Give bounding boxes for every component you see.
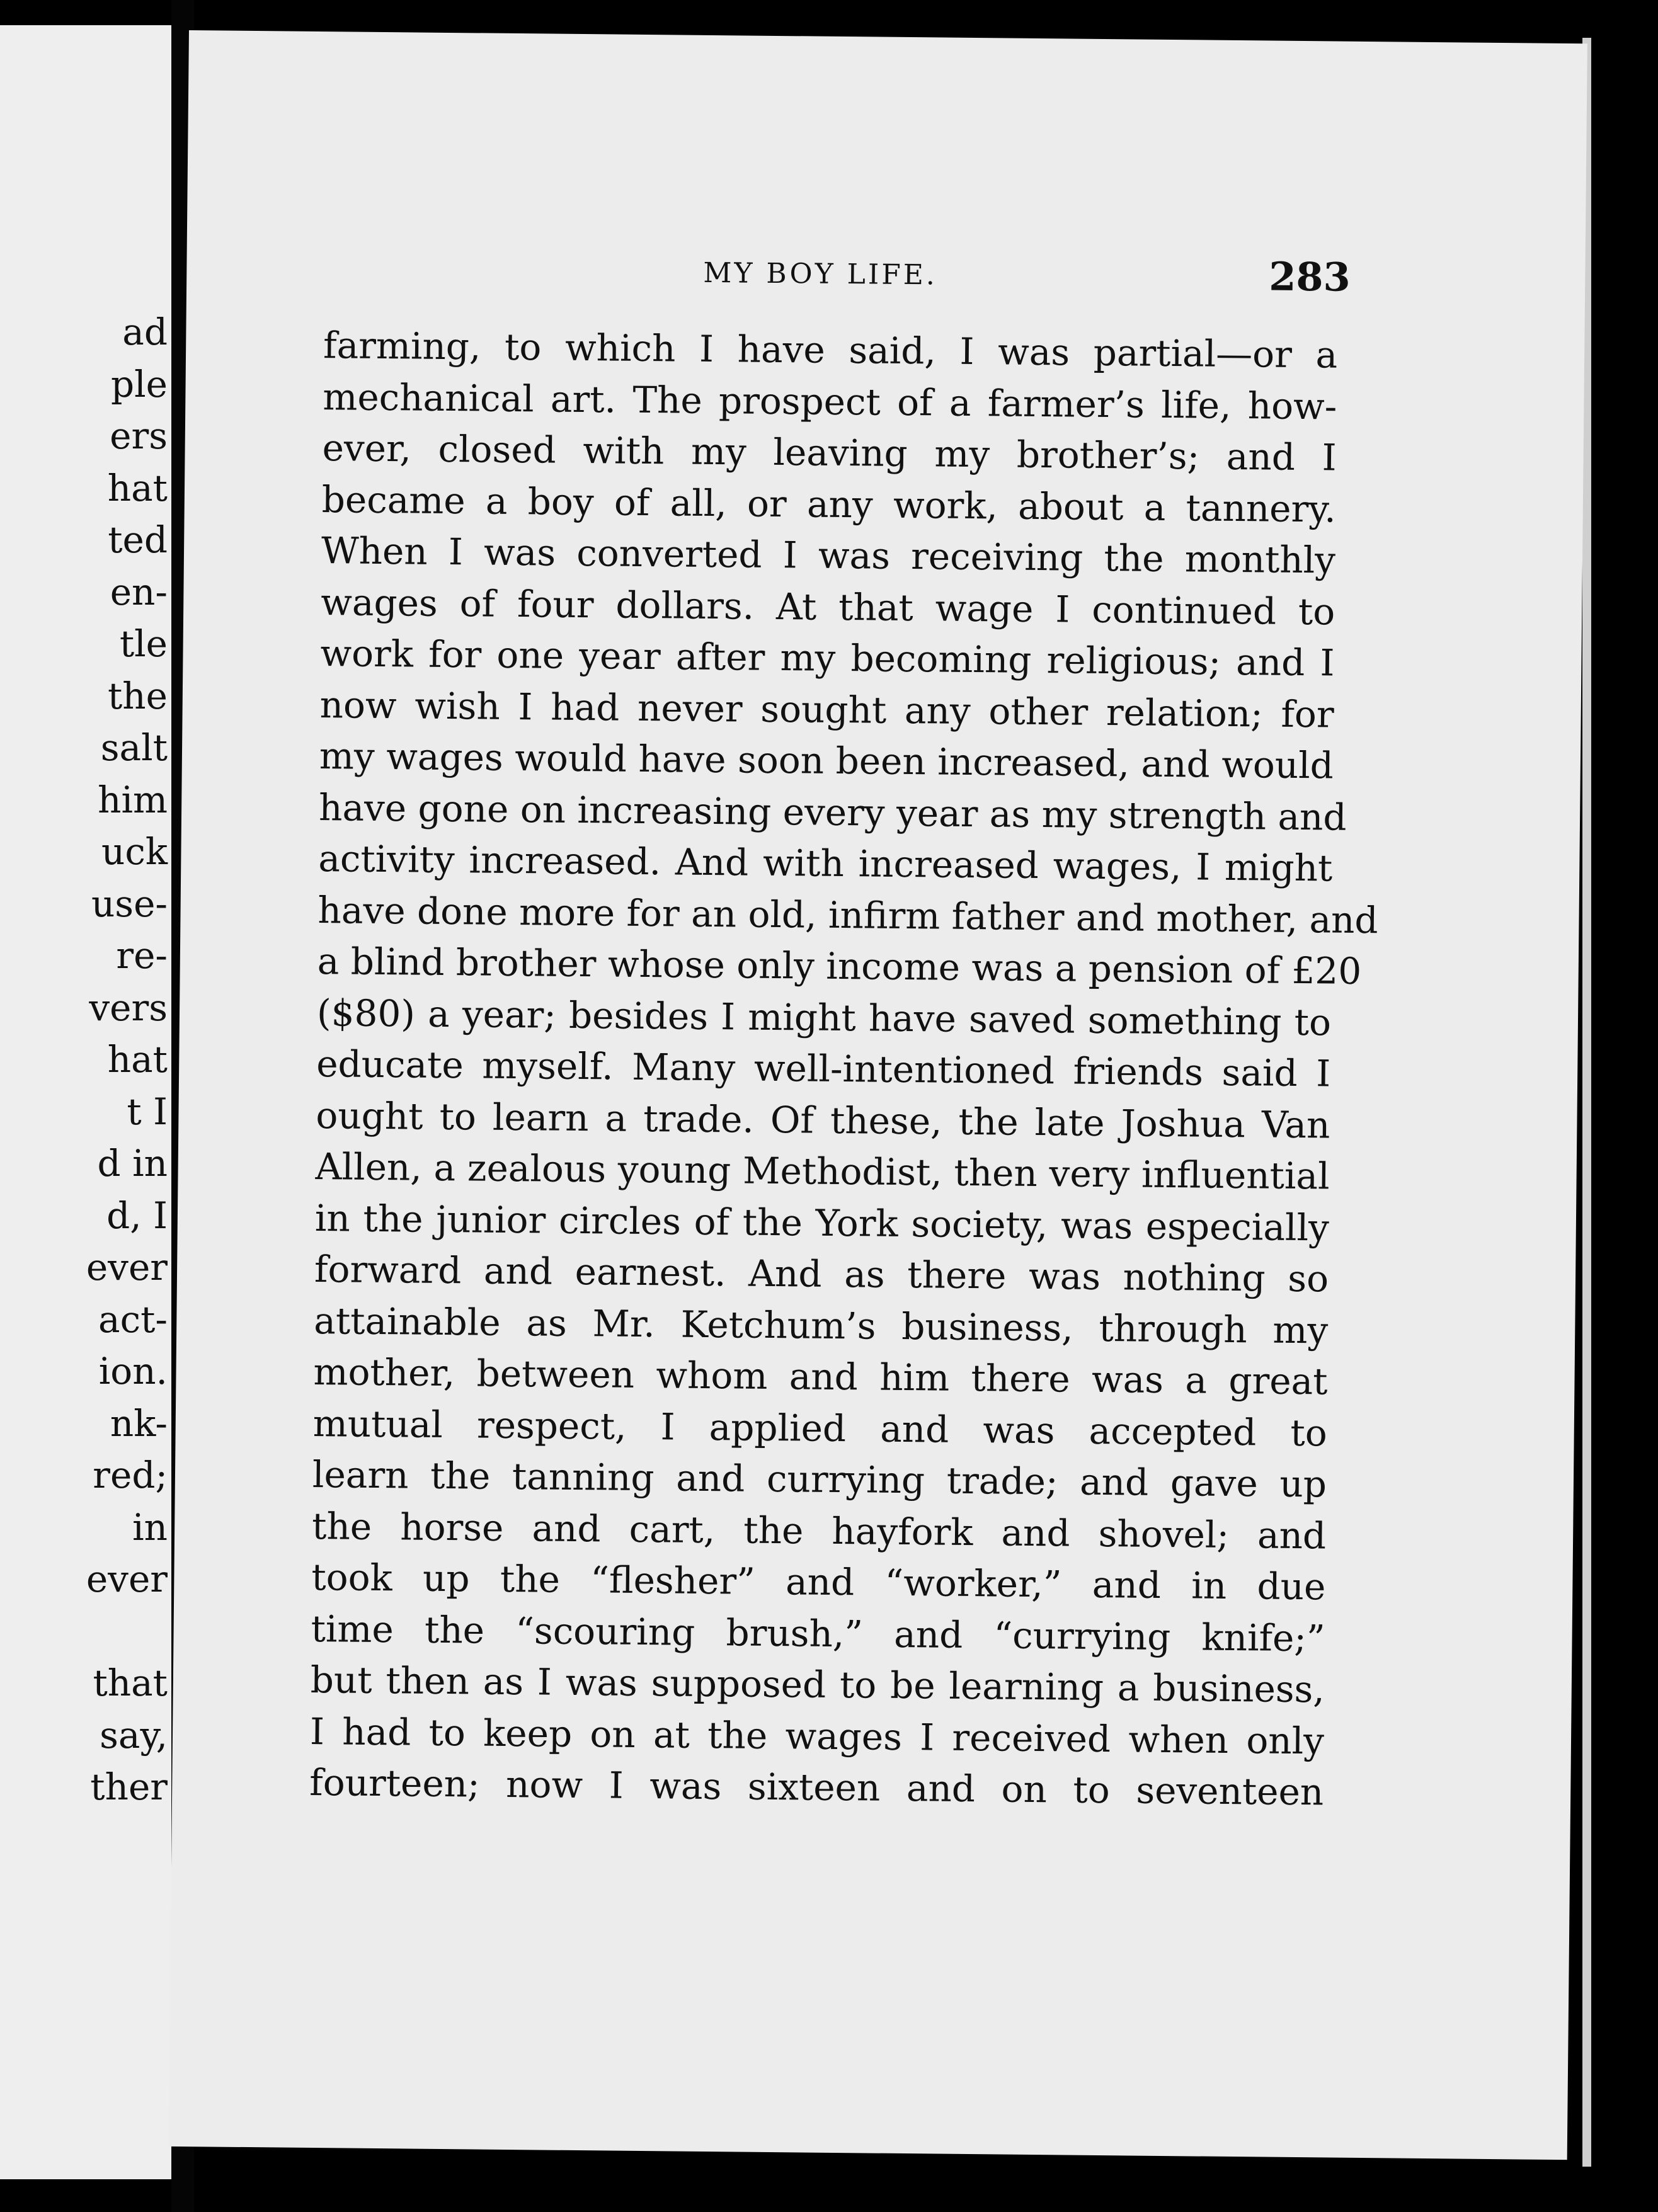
- text-line: now wish I had never sought any other relation; for: [319, 683, 1334, 736]
- left-page-text-fragment: uck: [101, 830, 168, 873]
- left-page-text-fragment: d, I: [106, 1194, 168, 1237]
- left-page-text-fragment: ever: [86, 1558, 168, 1600]
- text-line: but then as I was supposed to be learning a business,: [310, 1658, 1325, 1711]
- left-page-text-fragment: the: [108, 674, 168, 717]
- left-page-text-fragment: ad: [122, 311, 168, 353]
- text-line: took up the “flesher” and “worker,” and in due: [311, 1555, 1326, 1609]
- left-page-text-fragment: him: [98, 778, 168, 821]
- book-page: [169, 30, 1587, 2160]
- left-page-text-fragment: say,: [100, 1713, 168, 1757]
- text-line: learn the tanning and currying trade; and gave up: [312, 1452, 1327, 1506]
- text-line: activity increased. And with increased wages, I might: [318, 837, 1333, 890]
- left-page-text-fragment: in: [132, 1505, 168, 1549]
- left-page-text-fragment: tle: [119, 622, 168, 665]
- left-page-text-fragment: ever: [86, 1246, 168, 1289]
- text-line: mutual respect, I applied and was accepted to: [312, 1401, 1328, 1454]
- text-line: my wages would have soon been increased, and would: [319, 734, 1334, 787]
- text-line: wages of four dollars. At that wage I continued to: [320, 580, 1335, 634]
- text-line: fourteen; now I was sixteen and on to seventeen: [309, 1760, 1324, 1814]
- text-line: When I was converted I was receiving the monthly: [321, 529, 1336, 582]
- left-page-text-fragment: ther: [90, 1765, 168, 1808]
- left-page-text-fragment: hat: [107, 1038, 168, 1081]
- text-line: farming, to which I have said, I was partial—or a: [323, 324, 1338, 377]
- left-page-text-fragment: ion.: [98, 1350, 168, 1393]
- left-page-text-fragment: t I: [127, 1090, 168, 1133]
- text-line: educate myself. Many well-intentioned friends said I: [316, 1042, 1331, 1095]
- left-page-text-fragment: that: [93, 1662, 168, 1704]
- left-page-text-fragment: nk-: [110, 1401, 168, 1445]
- running-head: MY BOY LIFE.: [703, 256, 938, 292]
- text-line: forward and earnest. And as there was nothing so: [314, 1248, 1329, 1301]
- left-page-text-fragment: ers: [110, 414, 168, 457]
- left-page-text-fragment: red;: [93, 1454, 168, 1497]
- left-page-text-fragment: hat: [107, 466, 168, 510]
- text-line: became a boy of all, or any work, about a tannery.: [321, 477, 1337, 531]
- left-facing-page: [0, 25, 171, 2179]
- body-text: [309, 320, 1378, 1818]
- text-line: ($80) a year; besides I might have saved something to: [316, 991, 1332, 1044]
- left-page-text-fragment: en-: [110, 570, 168, 613]
- text-line: time the “scouring brush,” and “currying knife;”: [311, 1607, 1325, 1660]
- text-line: have gone on increasing every year as my strength and: [318, 785, 1347, 839]
- text-line: I had to keep on at the wages I received when only: [309, 1709, 1325, 1762]
- text-line: mother, between whom and him there was a great: [313, 1350, 1328, 1403]
- left-page-text-fragment: d in: [97, 1142, 168, 1185]
- left-page-text-fragment: vers: [89, 986, 168, 1029]
- text-line: ought to learn a trade. Of these, the late Joshua Van: [316, 1093, 1330, 1146]
- left-page-text-fragment: re-: [116, 934, 168, 977]
- text-line: a blind brother whose only income was a pension of £20: [317, 940, 1362, 993]
- left-page-text-fragment: ple: [110, 362, 168, 406]
- left-page-text-fragment: act-: [98, 1297, 168, 1341]
- page-number: 283: [1268, 253, 1351, 300]
- text-line: in the junior circles of the York society, was especially: [314, 1196, 1330, 1249]
- text-line: mechanical art. The prospect of a farmer’s life, how-: [323, 375, 1337, 428]
- text-line: work for one year after my becoming religious; and I: [320, 632, 1335, 685]
- text-line: ever, closed with my leaving my brother’s; and I: [322, 426, 1337, 479]
- left-page-text-fragment: salt: [100, 726, 168, 769]
- left-page-text-fragment: use-: [91, 882, 168, 925]
- text-line: attainable as Mr. Ketchum’s business, through my: [314, 1299, 1329, 1352]
- text-line: have done more for an old, infirm father and mother, and: [317, 888, 1378, 942]
- left-page-text-fragment: ted: [108, 518, 168, 561]
- text-line: the horse and cart, the hayfork and shovel; and: [311, 1504, 1327, 1557]
- text-line: Allen, a zealous young Methodist, then very influential: [315, 1145, 1330, 1198]
